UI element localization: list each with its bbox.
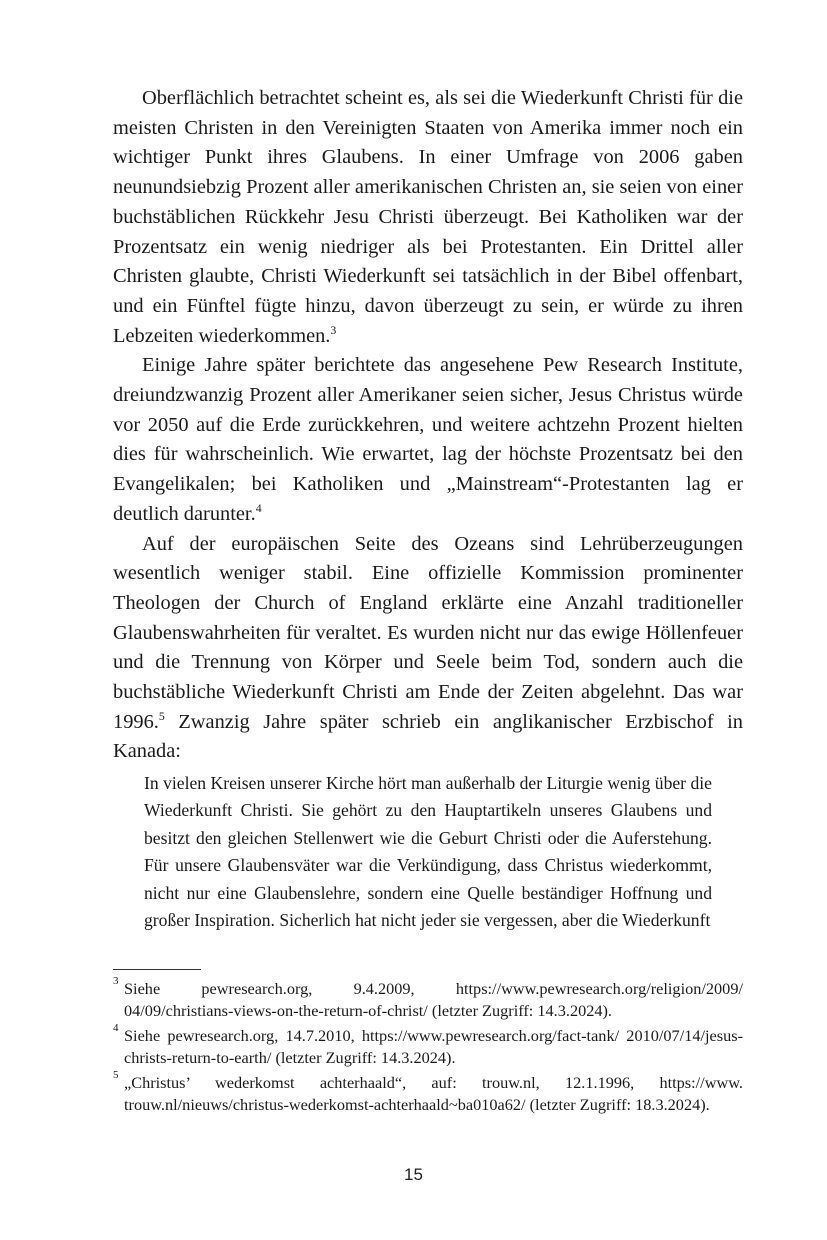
footnote-ref-5[interactable]: 5 — [158, 708, 165, 723]
page-number: 15 — [404, 1165, 423, 1184]
paragraph-2-text: Einige Jahre später berichtete das angesehene Pew Research Institute, dreiundzwanzig Prozent aller Amerikaner seien sicher, Jesus Christus würde vor 2050 auf die Erde zurückkehren, und weitere achtzehn Prozent hielten dies für wahrscheinlich. Wie erwartet, lag der höchste Prozentsatz bei den Evangelikalen; bei Katholiken und „Mainstream“-Protestanten lag er deutlich darunter. — [113, 354, 743, 525]
footnotes — [113, 975, 743, 1118]
footnote-number: 3 — [113, 975, 119, 987]
paragraph-3 — [113, 530, 743, 768]
footnote-text: Siehe pewresearch.org, 14.7.2010, https://www.pewresearch.org/fact-tank/ 2010/07/14/jesus-christs-return-to-earth/ (letzter Zugriff: 14.3.2024). — [124, 1025, 743, 1068]
footnote-text: Siehe pewresearch.org, 9.4.2009, https://www.pewresearch.org/religion/2009/ 04/09/christians-views-on-the-return-of-christ/ (letzter Zugriff: 14.3.2024). — [124, 979, 743, 1021]
body-text — [113, 84, 743, 767]
footnote-separator — [113, 969, 201, 970]
footnote-3 — [113, 975, 743, 1023]
block-quote — [144, 770, 712, 934]
paragraph-2 — [113, 351, 743, 529]
footnote-number: 5 — [113, 1068, 119, 1081]
block-quote-text: In vielen Kreisen unserer Kirche hört man außerhalb der Liturgie wenig über die Wiederkunft Christi. Sie gehört zu den Hauptartikeln unseres Glaubens und besitzt den gleichen Stellenwert wie die Geburt Christi oder die Auferstehung. Für unsere Glaubensväter war die Verkündigung, dass Christus wiederkommt, nicht nur eine Glaubenslehre, sondern eine Quelle beständiger Hoffnung und großer Inspiration. Sicherlich hat nicht jeder sie vergessen, aber die Wiederkunft — [144, 773, 712, 931]
footnote-number: 4 — [113, 1021, 119, 1034]
footnote-5 — [113, 1068, 743, 1117]
footnote-ref-4[interactable]: 4 — [255, 501, 262, 516]
footnote-text: „Christus’ wederkomst achterhaald“, auf: trouw.nl, 12.1.1996, https://www. trouw.nl/nieuws/christus-wederkomst-achterhaald~ba010a62/ (letzter Zugriff: 18.3.2024). — [124, 1072, 743, 1115]
paragraph-1 — [113, 84, 743, 351]
paragraph-3-text-a: Auf der europäischen Seite des Ozeans sind Lehrüberzeugungen wesentlich weniger stabil. Eine offizielle Kommission prominenter Theologen der Church of England erklärte eine Anzahl traditioneller Glaubenswahrheiten für veraltet. Es wurden nicht nur das ewige Höllenfeuer und die Trennung von Körper und Seele beim Tod, sondern auch die buchstäbliche Wiederkunft Christi am Ende der Zeiten abgelehnt. Das war 1996. — [113, 532, 743, 733]
paragraph-3-text-b: Zwanzig Jahre später schrieb ein anglikanischer Erzbischof in Kanada: — [113, 710, 743, 763]
paragraph-1-text: Oberflächlich betrachtet scheint es, als sei die Wiederkunft Christi für die meisten Christen in den Vereinigten Staaten von Amerika immer noch ein wichtiger Punkt ihres Glaubens. In einer Umfrage von 2006 gaben neunundsiebzig Prozent aller amerikanischen Christen an, sie seien von einer buchstäblichen Rückkehr Jesu Christi überzeugt. Bei Katholiken war der Prozentsatz ein wenig niedriger als bei Protestanten. Ein Drittel aller Christen glaubte, Christi Wiederkunft sei tatsächlich in der Bibel offenbart, und ein Fünftel fügte hinzu, davon überzeugt zu sein, er würde zu ihren Lebzeiten wiederkommen. — [113, 87, 743, 347]
footnote-ref-3[interactable]: 3 — [330, 322, 337, 337]
footnote-4 — [113, 1021, 743, 1070]
